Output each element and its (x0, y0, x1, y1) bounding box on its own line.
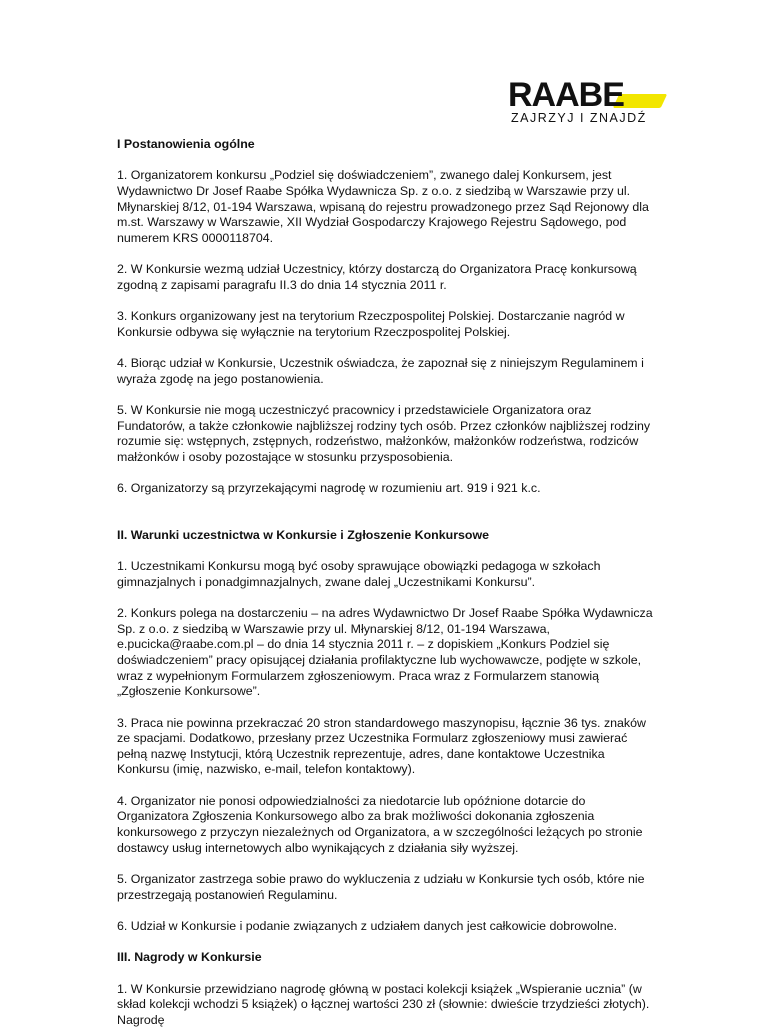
section-heading: III. Nagrody w Konkursie (117, 950, 262, 965)
raabe-logo (508, 76, 658, 132)
paragraph: 5. Organizator zastrzega sobie prawo do wykluczenia z udziału w Konkursie tych osób, które nie przestrzegają postanowień Regulaminu. (117, 871, 645, 902)
section-heading: I Postanowienia ogólne (117, 137, 255, 151)
paragraph: 6. Udział w Konkursie i podanie związanych z udziałem danych jest całkowicie dobrowolne. (117, 918, 618, 933)
paragraph: 3. Konkurs organizowany jest na terytorium Rzeczpospolitej Polskiej. Dostarczanie nagród w Konkursie odbywa się wyłącznie na terytorium Rzeczpospolitej Polskiej. (117, 309, 625, 339)
document-body (117, 137, 657, 1029)
paragraph: 1. Uczestnikami Konkursu mogą być osoby sprawujące obowiązki pedagoga w szkołach gimnazjalnych i ponadgimnazjalnych, zwane dalej „Uczestnikami Konkursu”. (117, 559, 601, 589)
paragraph: 5. W Konkursie nie mogą uczestniczyć pracownicy i przedstawiciele Organizatora oraz Fundatorów, a także członkowie najbliższej rodziny tych osób. Przez członków najbliższej rodziny rozumie się: wstępnych, zstępnych, rodzeństwo, małżonków, małżonków rodzeństwa, rodziców małżonków i osoby pozostające w stosunku przysposobienia. (117, 403, 651, 464)
paragraph: 2. W Konkursie wezmą udział Uczestnicy, którzy dostarczą do Organizatora Pracę konkursową zgodną z zapisami paragrafu II.3 do dnia 14 stycznia 2011 r. (117, 262, 637, 292)
logo-tagline: ZAJRZYJ I ZNAJDŹ (511, 111, 647, 125)
paragraph: 4. Biorąc udział w Konkursie, Uczestnik oświadcza, że zapoznał się z niniejszym Regulaminem i wyraża zgodę na jego postanowienia. (117, 356, 644, 386)
paragraph: 1. W Konkursie przewidziano nagrodę główną w postaci kolekcji książek „Wspieranie ucznia” (w skład kolekcji wchodzi 5 książek) o łącznej wartości 230 zł (słownie: dwieście trzydzieści złotych). Nagrodę (117, 981, 650, 1027)
paragraph: 3. Praca nie powinna przekraczać 20 stron standardowego maszynopisu, łącznie 36 tys. znaków ze spacjami. Dodatkowo, przesłany przez Uczestnika Formularz zgłoszeniowy musi zawierać pełną nazwę Instytucji, którą Uczestnik reprezentuje, adres, dane kontaktowe Uczestnika Konkursu (imię, nazwisko, e-mail, telefon kontaktowy). (117, 715, 646, 777)
paragraph: 6. Organizatorzy są przyrzekającymi nagrodę w rozumieniu art. 919 i 921 k.c. (117, 481, 541, 496)
paragraph: 1. Organizatorem konkursu „Podziel się doświadczeniem”, zwanego dalej Konkursem, jest Wydawnictwo Dr Josef Raabe Spółka Wydawnicza Sp. z o.o. z siedzibą w Warszawie przy ul. Młynarskiej 8/12, 01-194 Warszawa, wpisaną do rejestru prowadzonego przez Sąd Rejonowy dla m.st. Warszawy w Warszawie, XII Wydział Gospodarczy Krajowego Rejestru Sądowego, pod numerem KRS 0000118704. (117, 168, 649, 245)
paragraph: 2. Konkurs polega na dostarczeniu – na adres Wydawnictwo Dr Josef Raabe Spółka Wydawnicza Sp. z o.o. z siedzibą w Warszawie przy ul. Młynarskiej 8/12, 01-194 Warszawa, e.pucicka@raabe.com.pl – do dnia 14 stycznia 2011 r. – z dopiskiem „Konkurs Podziel się doświadczeniem” pracy opisującej działania profilaktyczne lub wychowawcze, podjęte w szkole, wraz z wypełnionym Formularzem zgłoszeniowym. Praca wraz z Formularzem stanowią „Zgłoszenie Konkursowe”. (117, 606, 653, 699)
section-heading: II. Warunki uczestnictwa w Konkursie i Zgłoszenie Konkursowe (117, 527, 490, 542)
paragraph: 4. Organizator nie ponosi odpowiedzialności za niedotarcie lub opóźnione dotarcie do Organizatora Zgłoszenia Konkursowego albo za brak możliwości dokonania zgłoszenia konkursowego z przyczyn niezależnych od Organizatora, a w szczególności leżących po stronie dostawcy usług internetowych albo wynikających z działania siły wyższej. (117, 793, 643, 855)
logo-wordmark: RAABE (508, 76, 624, 114)
